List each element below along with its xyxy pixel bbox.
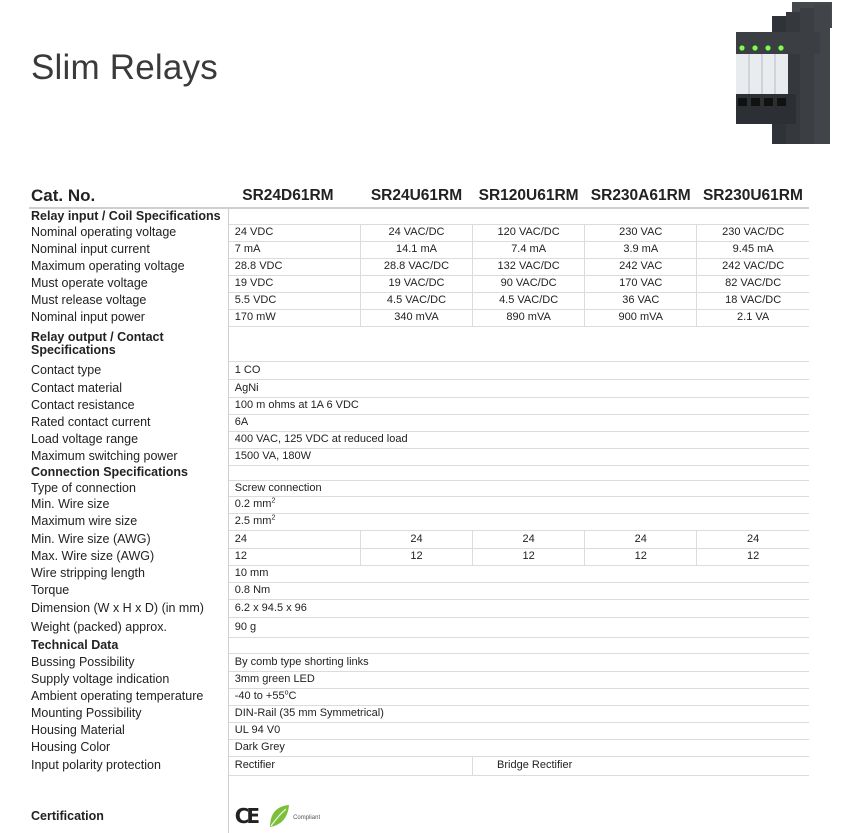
table-row: Nominal input power 170 mW 340 mVA 890 mVA 900 mVA 2.1 VA xyxy=(29,309,809,326)
page-title: Slim Relays xyxy=(31,48,218,87)
model-3: SR120U61RM xyxy=(473,183,585,208)
table-row: Supply voltage indication 3mm green LED xyxy=(29,671,809,688)
cat-no-label: Cat. No. xyxy=(29,183,228,208)
table-row: Min. Wire size 0.2 $mm^2$ xyxy=(29,496,809,513)
section-technical: Technical Data xyxy=(29,637,228,653)
model-5: SR230U61RM xyxy=(697,183,809,208)
table-row: Torque 0.8 Nm xyxy=(29,582,809,599)
section-row xyxy=(29,637,809,653)
table-row: Housing Material UL 94 V0 xyxy=(29,722,809,739)
table-row: Maximum switching power 1500 VA, 180W xyxy=(29,448,809,465)
model-1: SR24D61RM xyxy=(228,183,360,208)
table-row: Min. Wire size (AWG) 24 24 24 24 24 xyxy=(29,530,809,548)
section-coil: Relay input / Coil Specifications xyxy=(29,208,228,224)
table-row: Weight (packed) approx. 90 g xyxy=(29,617,809,637)
table-row: Type of connection Screw connection xyxy=(29,480,809,496)
table-row: Must operate voltage 19 VDC 19 VAC/DC 90 VAC/DC 170 VAC 82 VAC/DC xyxy=(29,275,809,292)
table-row: Maximum operating voltage 28.8 VDC 28.8 VAC/DC 132 VAC/DC 242 VAC 242 VAC/DC xyxy=(29,258,809,275)
model-2: SR24U61RM xyxy=(360,183,472,208)
header-row xyxy=(29,183,809,208)
spec-table xyxy=(29,183,809,833)
table-row: Input polarity protection Rectifier Bridge Rectifier xyxy=(29,756,809,775)
table-row: Wire stripping length 10 mm xyxy=(29,565,809,582)
table-row: Rated contact current 6A xyxy=(29,414,809,431)
table-row: Load voltage range 400 VAC, 125 VDC at reduced load xyxy=(29,431,809,448)
table-row: Dimension (W x H x D) (in mm) 6.2 x 94.5 x 96 xyxy=(29,599,809,617)
table-row: Nominal input current 7 mA 14.1 mA 7.4 mA 3.9 mA 9.45 mA xyxy=(29,241,809,258)
section-row xyxy=(29,465,809,480)
table-row: Contact resistance 100 m ohms at 1A 6 VDC xyxy=(29,397,809,414)
table-row: Ambient operating temperature -40 to $+55^oC$ xyxy=(29,688,809,705)
model-4: SR230A61RM xyxy=(585,183,697,208)
table-row: Contact material AgNi xyxy=(29,379,809,397)
table-row: Nominal operating voltage 24 VDC 24 VAC/DC 120 VAC/DC 230 VAC 230 VAC/DC xyxy=(29,224,809,241)
section-contact: Relay output / Contact Specifications xyxy=(29,326,228,361)
section-connection: Connection Specifications xyxy=(29,465,228,480)
table-row: Housing Color Dark Grey xyxy=(29,739,809,756)
section-row xyxy=(29,208,809,224)
table-row: Certification CE Compliant xyxy=(29,775,809,833)
table-row: Must release voltage 5.5 VDC 4.5 VAC/DC 4.5 VAC/DC 36 VAC 18 VAC/DC xyxy=(29,292,809,309)
relay-module-image xyxy=(728,2,838,152)
section-row xyxy=(29,326,809,361)
table-row: Maximum wire size 2.5 $mm^2$ xyxy=(29,513,809,530)
ce-mark-icon: CE xyxy=(234,803,258,828)
table-row: Bussing Possibility By comb type shorting links xyxy=(29,653,809,671)
table-row: Mounting Possibility DIN-Rail (35 mm Symmetrical) xyxy=(29,705,809,722)
rohs-leaf-icon: Compliant xyxy=(267,803,320,829)
table-row: Max. Wire size (AWG) 12 12 12 12 12 xyxy=(29,548,809,565)
table-row: Contact type 1 CO xyxy=(29,361,809,379)
